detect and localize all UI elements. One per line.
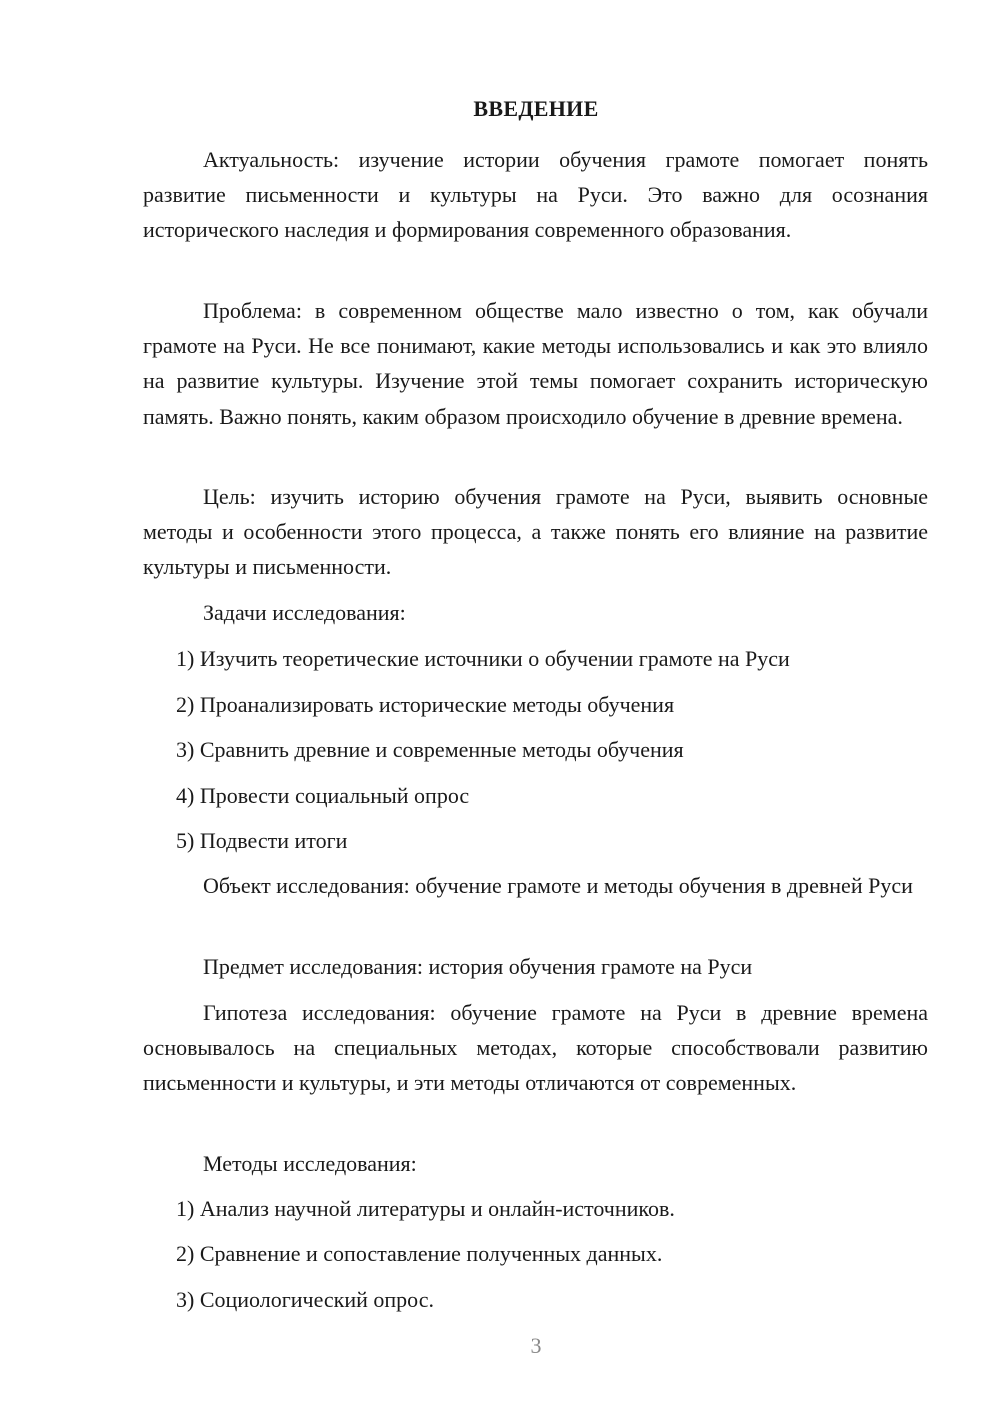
task-item: 4) Провести социальный опрос <box>176 783 470 808</box>
task-item: 2) Проанализировать исторические методы обучения <box>176 692 675 717</box>
object-paragraph: Объект исследования: обучение грамоте и методы обучения в древней Руси <box>203 873 913 898</box>
problem-paragraph: Проблема: в современном обществе мало известно о том, как обучали грамоте на Руси. Не все понимают, какие методы использовались и как это влияло на развитие культуры. Изучение этой темы помогает сохранить историческую память. Важно понять, каким образом происходило обучение в древние времена. <box>143 298 928 429</box>
task-item: 3) Сравнить древние и современные методы обучения <box>176 737 684 762</box>
tasks-heading: Задачи исследования: <box>203 600 406 625</box>
subject-paragraph: Предмет исследования: история обучения грамоте на Руси <box>203 954 753 979</box>
goal-paragraph: Цель: изучить историю обучения грамоте на Руси, выявить основные методы и особенности этого процесса, а также понять его влияние на развитие культуры и письменности. <box>143 484 928 580</box>
page-number: 3 <box>530 1333 542 1358</box>
hypothesis-paragraph: Гипотеза исследования: обучение грамоте на Руси в древние времена основывалось на специальных методах, которые способствовали развитию письменности и культуры, и эти методы отличаются от современных. <box>143 1000 928 1096</box>
task-item: 5) Подвести итоги <box>176 828 348 853</box>
method-item: 1) Анализ научной литературы и онлайн-источников. <box>176 1196 675 1221</box>
task-item: 1) Изучить теоретические источники о обучении грамоте на Руси <box>176 646 790 671</box>
methods-heading: Методы исследования: <box>203 1151 417 1176</box>
page-title: ВВЕДЕНИЕ <box>473 96 599 121</box>
method-item: 2) Сравнение и сопоставление полученных данных. <box>176 1241 663 1266</box>
method-item: 3) Социологический опрос. <box>176 1287 434 1312</box>
relevance-paragraph: Актуальность: изучение истории обучения грамоте помогает понять развитие письменности и культуры на Руси. Это важно для осознания исторического наследия и формирования современного образования. <box>143 147 928 243</box>
